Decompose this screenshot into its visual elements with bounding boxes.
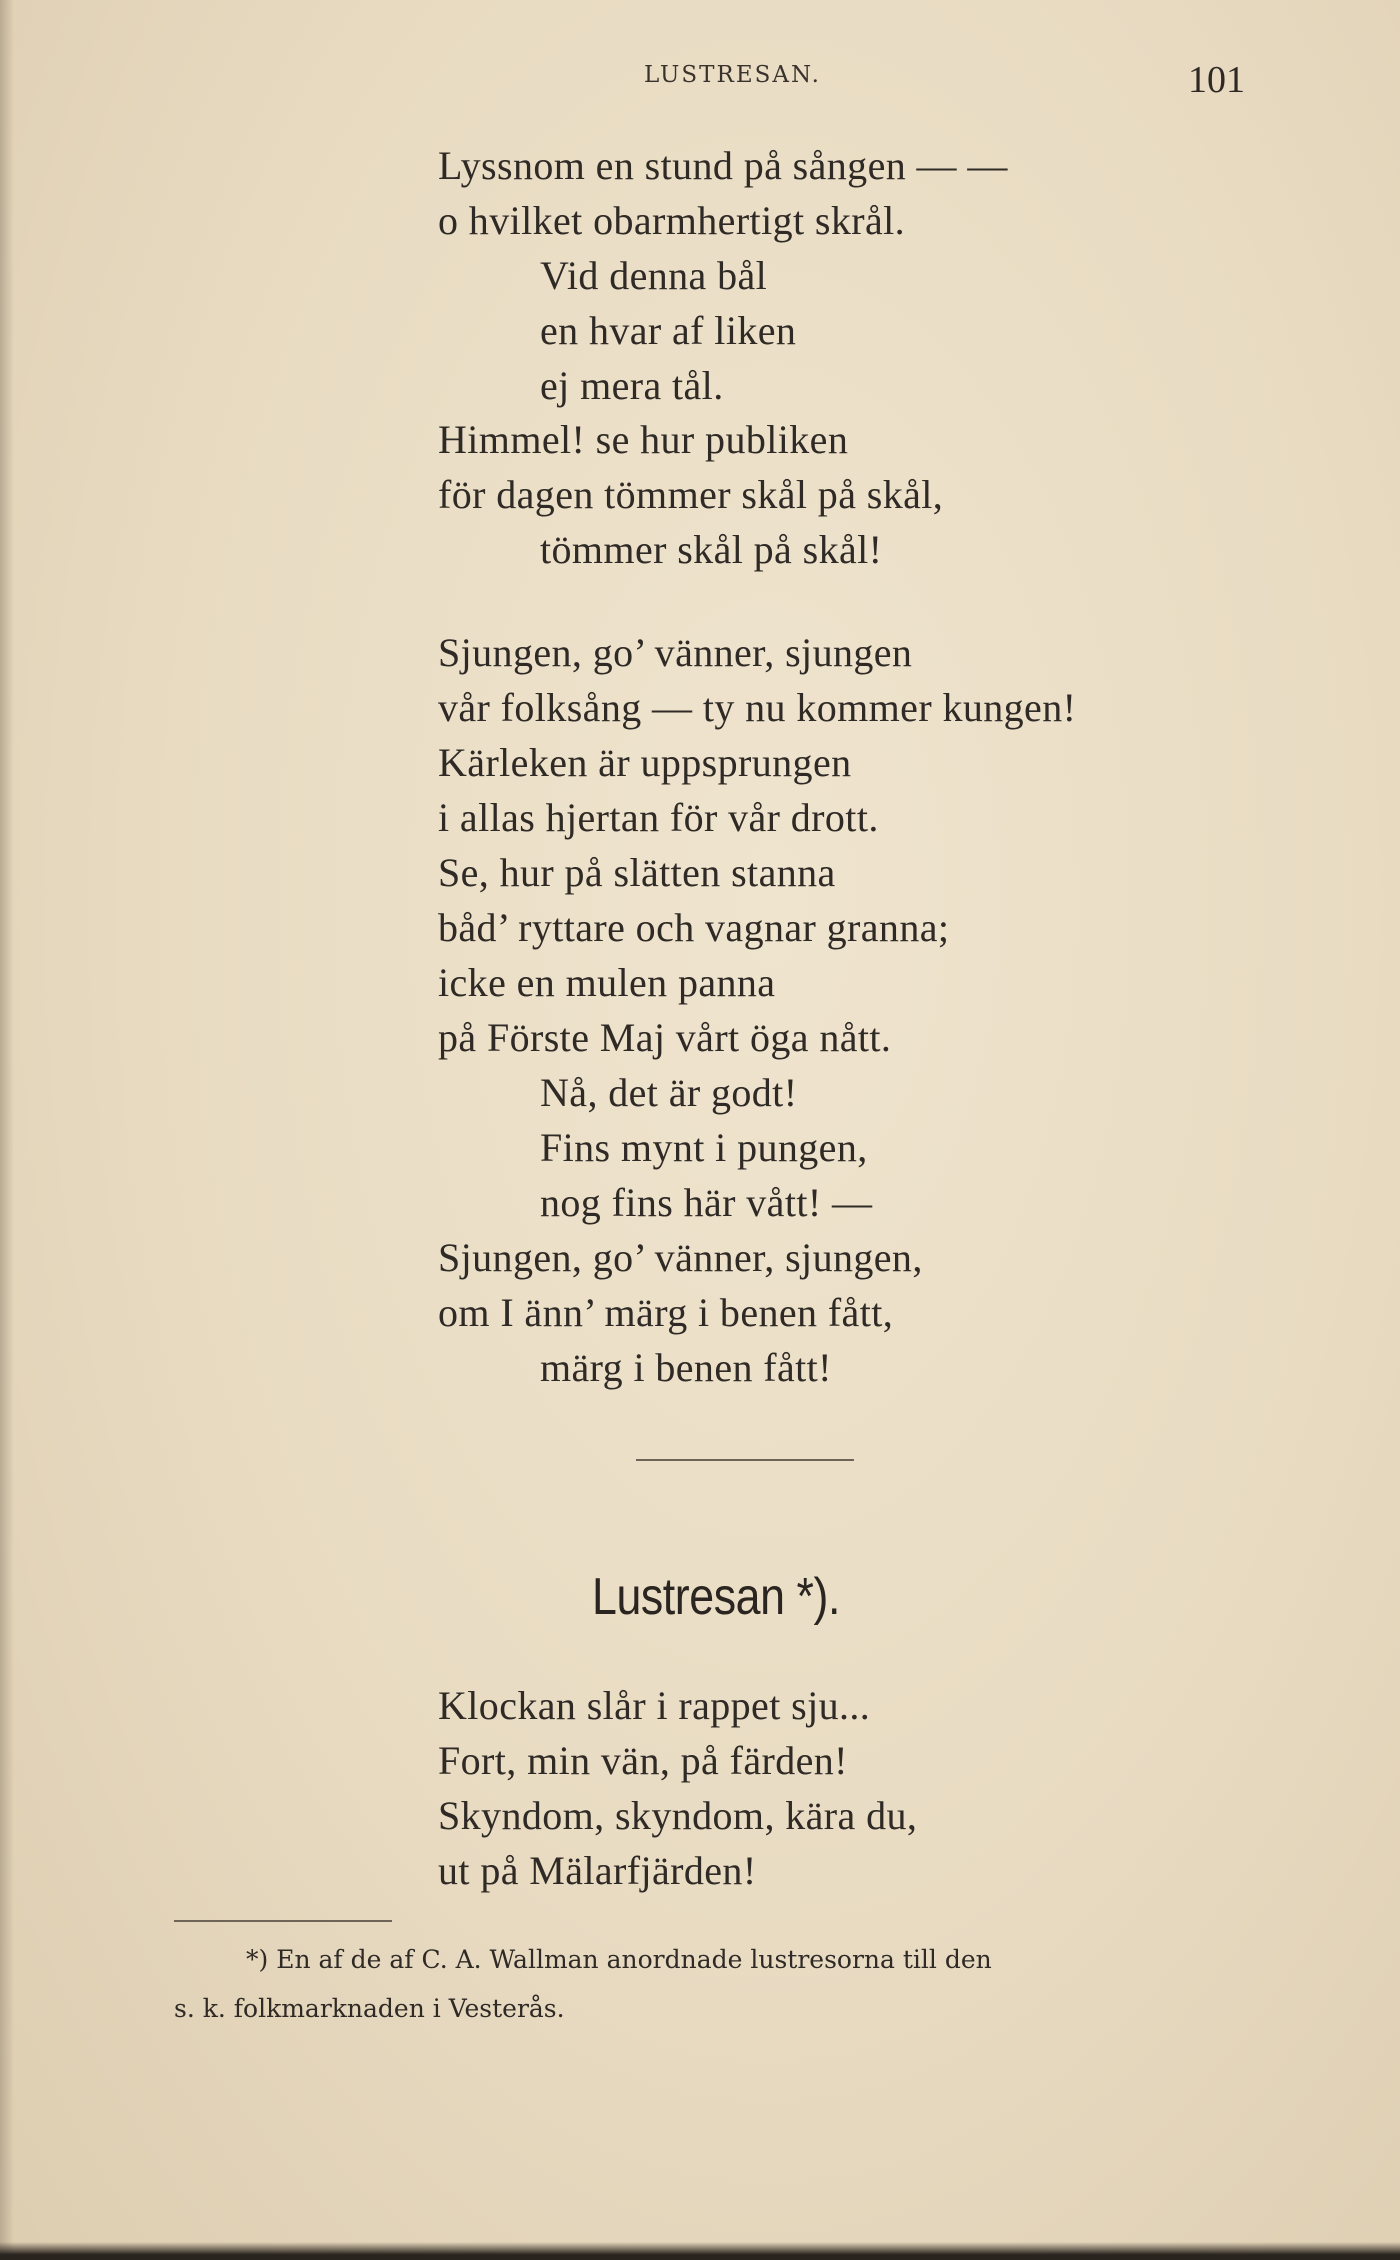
verse-line: ut på Mälarfjärden! (438, 1848, 757, 1893)
verse-line: Sjungen, go’ vänner, sjungen, (438, 1235, 923, 1280)
verse-line: Skyndom, skyndom, kära du, (438, 1793, 918, 1838)
verse-line: Vid denna bål (540, 253, 768, 298)
section-divider (636, 1459, 854, 1461)
verse-line: icke en mulen panna (438, 960, 776, 1005)
verse-line: Fort, min vän, på färden! (438, 1738, 848, 1783)
verse-line: Nå, det är godt! (540, 1070, 798, 1115)
page-number: 101 (1188, 59, 1245, 101)
verse-line: på Förste Maj vårt öga nått. (438, 1015, 892, 1060)
verse-line: Himmel! se hur publiken (438, 417, 849, 462)
verse-line: ej mera tål. (540, 363, 724, 408)
verse-line: i allas hjertan för vår drott. (438, 795, 879, 840)
page-gutter-shadow (0, 0, 14, 2260)
poem-title: Lustresan *). (592, 1568, 840, 1626)
footnote-line-1: *) En af de af C. A. Wallman anordnade lustresorna till den (246, 1945, 992, 1974)
running-head: LUSTRESAN. (644, 62, 821, 88)
verse-line: Fins mynt i pungen, (540, 1125, 868, 1170)
verse-line: nog fins här vått! — (540, 1180, 873, 1225)
verse-line: Klockan slår i rappet sju... (438, 1683, 871, 1728)
page-bottom-edge (0, 2242, 1400, 2260)
verse-line: tömmer skål på skål! (540, 527, 883, 572)
verse-line: Sjungen, go’ vänner, sjungen (438, 630, 913, 675)
verse-line: båd’ ryttare och vagnar granna; (438, 905, 950, 950)
verse-line: Lyssnom en stund på sången — — (438, 143, 1008, 188)
footnote-line-2: s. k. folkmarknaden i Vesterås. (174, 1994, 565, 2023)
footnote-rule (174, 1920, 392, 1922)
verse-line: märg i benen fått! (540, 1345, 832, 1390)
verse-line: o hvilket obarmhertigt skrål. (438, 198, 906, 243)
verse-line: Kärleken är uppsprungen (438, 740, 852, 785)
verse-line: vår folksång — ty nu kommer kungen! (438, 685, 1077, 730)
verse-line: om I änn’ märg i benen fått, (438, 1290, 894, 1335)
verse-line: en hvar af liken (540, 308, 797, 353)
verse-line: Se, hur på slätten stanna (438, 850, 836, 895)
verse-line: för dagen tömmer skål på skål, (438, 472, 944, 517)
